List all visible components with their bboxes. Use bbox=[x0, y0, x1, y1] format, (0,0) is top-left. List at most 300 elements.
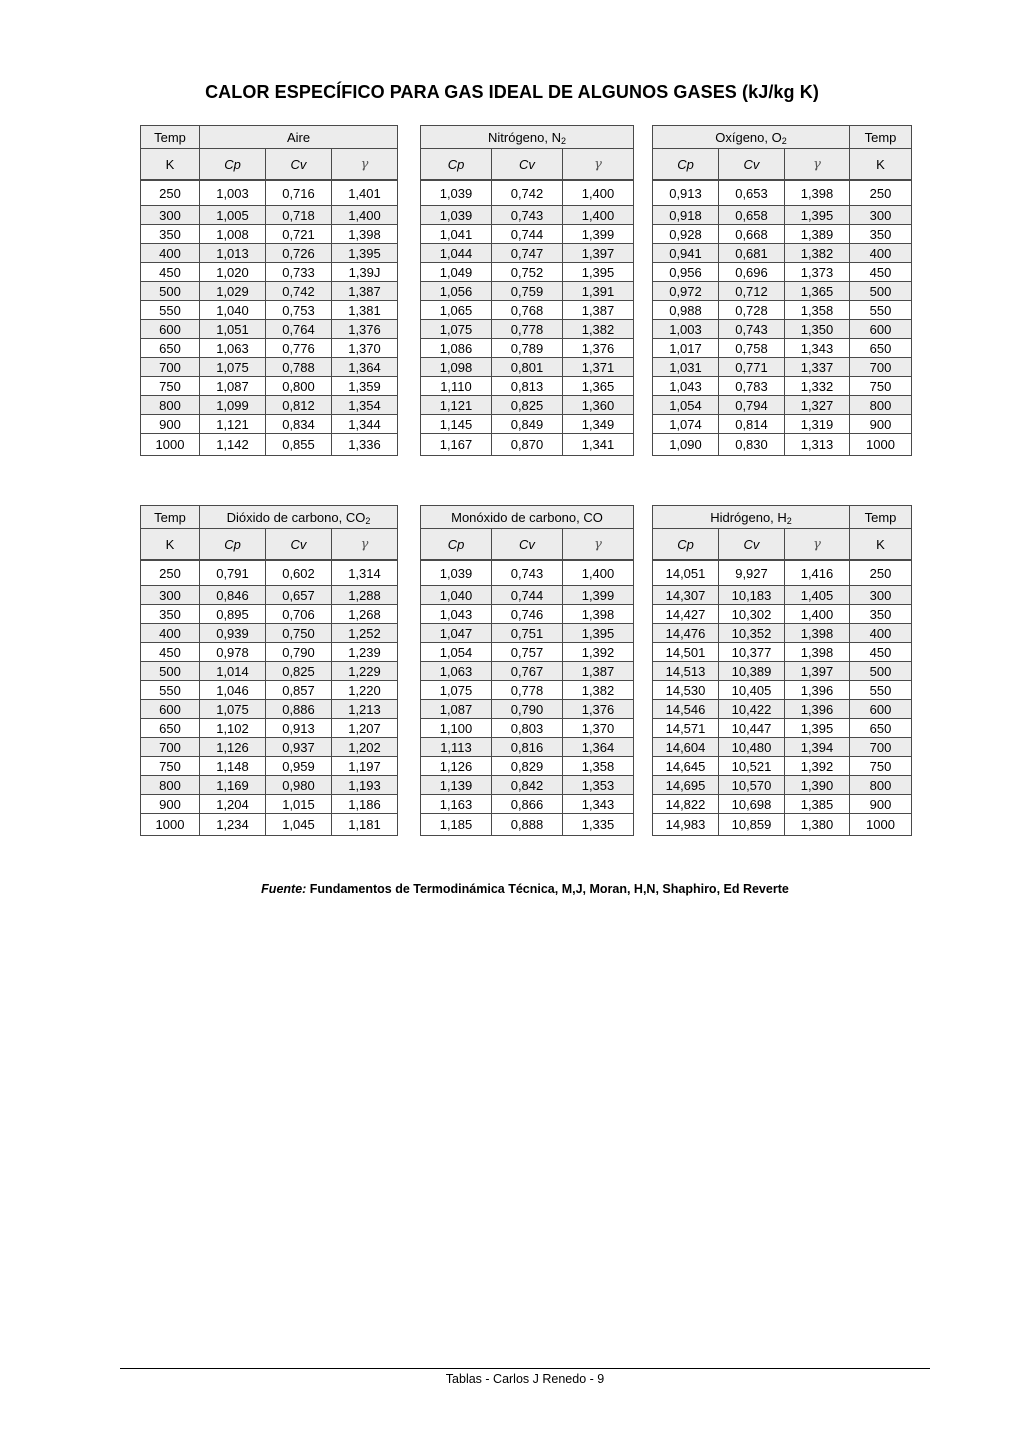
table-row bbox=[421, 282, 634, 301]
temp-cell: 300 bbox=[141, 206, 200, 225]
cv-cell: 0,866 bbox=[492, 795, 563, 814]
cp-cell: 0,978 bbox=[200, 643, 266, 662]
cv-header: Cv bbox=[719, 149, 785, 181]
gamma-cell: 1,395 bbox=[563, 624, 634, 643]
temp-cell: 800 bbox=[850, 776, 912, 795]
temp-cell: 600 bbox=[850, 320, 912, 339]
cv-cell: 0,790 bbox=[266, 643, 332, 662]
gamma-header: γ bbox=[332, 149, 398, 181]
cv-cell: 0,728 bbox=[719, 301, 785, 320]
table-row bbox=[141, 560, 398, 586]
cp-cell: 1,121 bbox=[200, 415, 266, 434]
table-row bbox=[141, 377, 398, 396]
cp-cell: 1,051 bbox=[200, 320, 266, 339]
temp-cell: 350 bbox=[141, 605, 200, 624]
cv-cell: 0,830 bbox=[719, 434, 785, 456]
gas-name bbox=[653, 506, 850, 529]
cv-cell: 0,696 bbox=[719, 263, 785, 282]
table-row bbox=[653, 225, 912, 244]
table-row bbox=[653, 282, 912, 301]
gamma-cell: 1,314 bbox=[332, 560, 398, 586]
gamma-cell: 1,350 bbox=[785, 320, 850, 339]
gas-name-text: Aire bbox=[286, 129, 311, 145]
header-row bbox=[421, 506, 634, 529]
table-row bbox=[141, 795, 398, 814]
cv-cell: 10,698 bbox=[719, 795, 785, 814]
cv-cell: 0,829 bbox=[492, 757, 563, 776]
source-note bbox=[0, 882, 1024, 896]
temp-cell: 250 bbox=[141, 560, 200, 586]
temp-cell: 650 bbox=[141, 339, 200, 358]
gas-table bbox=[140, 125, 398, 456]
table-row bbox=[141, 814, 398, 836]
table-row bbox=[141, 681, 398, 700]
table-row bbox=[141, 662, 398, 681]
cv-cell: 10,352 bbox=[719, 624, 785, 643]
gamma-cell: 1,341 bbox=[563, 434, 634, 456]
cv-cell: 0,716 bbox=[266, 180, 332, 206]
gas-name bbox=[200, 506, 398, 529]
cv-cell: 0,812 bbox=[266, 396, 332, 415]
cv-cell: 0,657 bbox=[266, 586, 332, 605]
table-row bbox=[653, 358, 912, 377]
gamma-cell: 1,382 bbox=[785, 244, 850, 263]
cv-cell: 0,886 bbox=[266, 700, 332, 719]
cv-cell: 0,834 bbox=[266, 415, 332, 434]
table-row bbox=[653, 681, 912, 700]
cv-cell: 0,747 bbox=[492, 244, 563, 263]
gamma-cell: 1,359 bbox=[332, 377, 398, 396]
cv-cell: 0,800 bbox=[266, 377, 332, 396]
temp-cell: 550 bbox=[141, 681, 200, 700]
table-row bbox=[421, 339, 634, 358]
cp-cell: 1,047 bbox=[421, 624, 492, 643]
source-text: Fundamentos de Termodinámica Técnica, M,J, Moran, H,N, Shaphiro, Ed Reverte bbox=[306, 882, 789, 896]
temp-cell: 1000 bbox=[141, 434, 200, 456]
cp-cell: 1,090 bbox=[653, 434, 719, 456]
gamma-cell: 1,344 bbox=[332, 415, 398, 434]
table-row bbox=[421, 776, 634, 795]
table-row bbox=[421, 244, 634, 263]
cv-cell: 0,753 bbox=[266, 301, 332, 320]
cv-cell: 0,743 bbox=[719, 320, 785, 339]
cv-cell: 0,706 bbox=[266, 605, 332, 624]
gas-name-text: Oxígeno, O bbox=[715, 129, 782, 145]
gamma-cell: 1,395 bbox=[563, 263, 634, 282]
cp-cell: 14,530 bbox=[653, 681, 719, 700]
cv-cell: 0,764 bbox=[266, 320, 332, 339]
temp-cell: 800 bbox=[850, 396, 912, 415]
cp-cell: 1,043 bbox=[653, 377, 719, 396]
cv-cell: 0,602 bbox=[266, 560, 332, 586]
cv-cell: 0,743 bbox=[492, 560, 563, 586]
page-title: CALOR ESPECÍFICO PARA GAS IDEAL DE ALGUNOS GASES (kJ/kg K) bbox=[205, 82, 819, 102]
cp-cell: 1,029 bbox=[200, 282, 266, 301]
table-row bbox=[421, 700, 634, 719]
table-row bbox=[141, 757, 398, 776]
cp-cell: 14,307 bbox=[653, 586, 719, 605]
gamma-cell: 1,397 bbox=[785, 662, 850, 681]
table-row bbox=[653, 795, 912, 814]
gamma-cell: 1,397 bbox=[563, 244, 634, 263]
cv-cell: 0,788 bbox=[266, 358, 332, 377]
temp-cell: 1000 bbox=[141, 814, 200, 836]
table-row bbox=[421, 320, 634, 339]
cv-cell: 10,302 bbox=[719, 605, 785, 624]
table-row bbox=[653, 301, 912, 320]
cv-cell: 10,521 bbox=[719, 757, 785, 776]
table-row bbox=[421, 377, 634, 396]
gas-name-text: Nitrógeno, N bbox=[488, 129, 561, 145]
cv-cell: 0,913 bbox=[266, 719, 332, 738]
cv-cell: 0,778 bbox=[492, 681, 563, 700]
cv-cell: 0,771 bbox=[719, 358, 785, 377]
table-row bbox=[141, 624, 398, 643]
cv-cell: 0,959 bbox=[266, 757, 332, 776]
cv-cell: 0,767 bbox=[492, 662, 563, 681]
cp-cell: 14,695 bbox=[653, 776, 719, 795]
cv-cell: 1,045 bbox=[266, 814, 332, 836]
gamma-cell: 1,376 bbox=[332, 320, 398, 339]
cv-header: Cv bbox=[492, 529, 563, 561]
gas-name bbox=[421, 126, 634, 149]
table-row bbox=[653, 662, 912, 681]
gamma-cell: 1,399 bbox=[563, 225, 634, 244]
table-row bbox=[141, 339, 398, 358]
gamma-cell: 1,398 bbox=[563, 605, 634, 624]
gamma-cell: 1,268 bbox=[332, 605, 398, 624]
gamma-cell: 1,354 bbox=[332, 396, 398, 415]
temp-unit: K bbox=[141, 529, 200, 561]
gamma-cell: 1,416 bbox=[785, 560, 850, 586]
temp-cell: 800 bbox=[141, 396, 200, 415]
temp-header: Temp bbox=[850, 506, 912, 529]
cp-cell: 1,204 bbox=[200, 795, 266, 814]
gamma-cell: 1,39J bbox=[332, 263, 398, 282]
cv-cell: 0,783 bbox=[719, 377, 785, 396]
gamma-cell: 1,193 bbox=[332, 776, 398, 795]
cv-cell: 0,750 bbox=[266, 624, 332, 643]
temp-cell: 750 bbox=[141, 757, 200, 776]
cv-header: Cv bbox=[266, 149, 332, 181]
gas-name bbox=[653, 126, 850, 149]
cv-header: Cv bbox=[492, 149, 563, 181]
table-row bbox=[421, 586, 634, 605]
table-row bbox=[421, 605, 634, 624]
table-row bbox=[421, 560, 634, 586]
cp-cell: 1,005 bbox=[200, 206, 266, 225]
temp-cell: 450 bbox=[141, 643, 200, 662]
table-row bbox=[653, 396, 912, 415]
cv-cell: 0,816 bbox=[492, 738, 563, 757]
cp-cell: 1,075 bbox=[421, 681, 492, 700]
cv-cell: 10,183 bbox=[719, 586, 785, 605]
cp-cell: 1,013 bbox=[200, 244, 266, 263]
cv-cell: 0,757 bbox=[492, 643, 563, 662]
cv-cell: 0,857 bbox=[266, 681, 332, 700]
cp-cell: 1,075 bbox=[200, 358, 266, 377]
temp-cell: 250 bbox=[850, 180, 912, 206]
gamma-cell: 1,398 bbox=[785, 624, 850, 643]
table-row bbox=[421, 643, 634, 662]
cp-cell: 1,110 bbox=[421, 377, 492, 396]
table-row bbox=[141, 643, 398, 662]
temp-cell: 750 bbox=[850, 757, 912, 776]
cp-cell: 14,427 bbox=[653, 605, 719, 624]
cv-cell: 0,733 bbox=[266, 263, 332, 282]
cv-cell: 10,377 bbox=[719, 643, 785, 662]
cv-cell: 0,668 bbox=[719, 225, 785, 244]
gamma-cell: 1,373 bbox=[785, 263, 850, 282]
table-row bbox=[421, 757, 634, 776]
cp-cell: 1,056 bbox=[421, 282, 492, 301]
gas-formula-subscript: 2 bbox=[786, 515, 792, 526]
table-row bbox=[141, 358, 398, 377]
cp-cell: 0,895 bbox=[200, 605, 266, 624]
table-row bbox=[653, 180, 912, 206]
gamma-cell: 1,396 bbox=[785, 681, 850, 700]
gamma-cell: 1,398 bbox=[332, 225, 398, 244]
cv-cell: 0,718 bbox=[266, 206, 332, 225]
cv-cell: 9,927 bbox=[719, 560, 785, 586]
gas-table bbox=[652, 125, 912, 456]
cv-cell: 0,776 bbox=[266, 339, 332, 358]
cv-cell: 0,712 bbox=[719, 282, 785, 301]
gamma-cell: 1,376 bbox=[563, 339, 634, 358]
cv-cell: 0,743 bbox=[492, 206, 563, 225]
gamma-cell: 1,364 bbox=[563, 738, 634, 757]
cp-cell: 14,983 bbox=[653, 814, 719, 836]
gamma-cell: 1,213 bbox=[332, 700, 398, 719]
cv-cell: 0,870 bbox=[492, 434, 563, 456]
cp-cell: 1,017 bbox=[653, 339, 719, 358]
gamma-cell: 1,186 bbox=[332, 795, 398, 814]
gamma-cell: 1,395 bbox=[785, 206, 850, 225]
cp-cell: 1,040 bbox=[421, 586, 492, 605]
table-row bbox=[421, 434, 634, 456]
cv-header: Cv bbox=[266, 529, 332, 561]
gamma-cell: 1,400 bbox=[332, 206, 398, 225]
gamma-cell: 1,370 bbox=[563, 719, 634, 738]
cp-header: Cp bbox=[421, 529, 492, 561]
cp-cell: 1,039 bbox=[421, 560, 492, 586]
table-row bbox=[141, 700, 398, 719]
temp-header: Temp bbox=[850, 126, 912, 149]
cp-cell: 1,031 bbox=[653, 358, 719, 377]
cp-cell: 1,126 bbox=[200, 738, 266, 757]
gamma-cell: 1,390 bbox=[785, 776, 850, 795]
gamma-cell: 1,358 bbox=[563, 757, 634, 776]
cv-cell: 0,658 bbox=[719, 206, 785, 225]
cp-cell: 1,087 bbox=[200, 377, 266, 396]
cp-cell: 1,087 bbox=[421, 700, 492, 719]
gamma-cell: 1,401 bbox=[332, 180, 398, 206]
cp-cell: 0,918 bbox=[653, 206, 719, 225]
gamma-cell: 1,197 bbox=[332, 757, 398, 776]
cv-cell: 0,751 bbox=[492, 624, 563, 643]
cp-cell: 1,098 bbox=[421, 358, 492, 377]
gamma-cell: 1,387 bbox=[563, 301, 634, 320]
gamma-cell: 1,380 bbox=[785, 814, 850, 836]
cp-cell: 14,051 bbox=[653, 560, 719, 586]
cv-cell: 0,768 bbox=[492, 301, 563, 320]
table-row bbox=[653, 776, 912, 795]
cv-cell: 0,937 bbox=[266, 738, 332, 757]
table-row bbox=[141, 301, 398, 320]
cp-cell: 14,546 bbox=[653, 700, 719, 719]
cp-cell: 1,039 bbox=[421, 180, 492, 206]
gamma-cell: 1,385 bbox=[785, 795, 850, 814]
table-row bbox=[653, 206, 912, 225]
gamma-header: γ bbox=[785, 529, 850, 561]
gas-name bbox=[421, 506, 634, 529]
cv-cell: 0,789 bbox=[492, 339, 563, 358]
temp-cell: 250 bbox=[141, 180, 200, 206]
header-row bbox=[141, 126, 398, 149]
gamma-cell: 1,376 bbox=[563, 700, 634, 719]
temp-header: Temp bbox=[141, 126, 200, 149]
gamma-cell: 1,371 bbox=[563, 358, 634, 377]
gamma-cell: 1,229 bbox=[332, 662, 398, 681]
gamma-cell: 1,405 bbox=[785, 586, 850, 605]
temp-header: Temp bbox=[141, 506, 200, 529]
cp-cell: 1,044 bbox=[421, 244, 492, 263]
cv-cell: 0,794 bbox=[719, 396, 785, 415]
cv-cell: 10,570 bbox=[719, 776, 785, 795]
cp-cell: 1,163 bbox=[421, 795, 492, 814]
cp-header: Cp bbox=[421, 149, 492, 181]
table-row bbox=[141, 605, 398, 624]
cp-cell: 1,054 bbox=[421, 643, 492, 662]
cp-cell: 1,043 bbox=[421, 605, 492, 624]
gamma-cell: 1,343 bbox=[563, 795, 634, 814]
table-row bbox=[653, 586, 912, 605]
gamma-cell: 1,400 bbox=[563, 206, 634, 225]
temp-cell: 450 bbox=[141, 263, 200, 282]
table-row bbox=[653, 605, 912, 624]
gas-formula-subscript: 2 bbox=[365, 515, 371, 526]
gamma-cell: 1,392 bbox=[563, 643, 634, 662]
cv-cell: 10,447 bbox=[719, 719, 785, 738]
table-row bbox=[653, 415, 912, 434]
units-row bbox=[653, 149, 912, 181]
cv-cell: 0,742 bbox=[266, 282, 332, 301]
gamma-cell: 1,400 bbox=[563, 180, 634, 206]
temp-cell: 400 bbox=[141, 624, 200, 643]
gamma-cell: 1,364 bbox=[332, 358, 398, 377]
gas-formula-subscript: 2 bbox=[560, 135, 566, 146]
cv-cell: 0,653 bbox=[719, 180, 785, 206]
table-row bbox=[653, 434, 912, 456]
table-row bbox=[421, 624, 634, 643]
cp-cell: 1,086 bbox=[421, 339, 492, 358]
gamma-cell: 1,335 bbox=[563, 814, 634, 836]
header-row bbox=[141, 506, 398, 529]
gas-table bbox=[140, 505, 398, 836]
table-row bbox=[653, 643, 912, 662]
gamma-cell: 1,400 bbox=[563, 560, 634, 586]
temp-cell: 550 bbox=[141, 301, 200, 320]
temp-cell: 500 bbox=[141, 282, 200, 301]
temp-cell: 650 bbox=[850, 719, 912, 738]
temp-cell: 900 bbox=[141, 795, 200, 814]
temp-cell: 350 bbox=[850, 225, 912, 244]
gas-formula-subscript: 2 bbox=[781, 135, 787, 146]
cv-cell: 1,015 bbox=[266, 795, 332, 814]
gamma-cell: 1,319 bbox=[785, 415, 850, 434]
cv-cell: 0,825 bbox=[266, 662, 332, 681]
temp-cell: 700 bbox=[141, 358, 200, 377]
cp-cell: 0,972 bbox=[653, 282, 719, 301]
cp-cell: 1,041 bbox=[421, 225, 492, 244]
units-row bbox=[141, 529, 398, 561]
temp-cell: 400 bbox=[850, 624, 912, 643]
units-row bbox=[141, 149, 398, 181]
temp-cell: 500 bbox=[850, 662, 912, 681]
gamma-cell: 1,382 bbox=[563, 681, 634, 700]
cp-cell: 1,113 bbox=[421, 738, 492, 757]
table-row bbox=[421, 180, 634, 206]
gamma-cell: 1,239 bbox=[332, 643, 398, 662]
gas-table bbox=[420, 125, 634, 456]
cv-cell: 10,480 bbox=[719, 738, 785, 757]
gamma-cell: 1,349 bbox=[563, 415, 634, 434]
cp-cell: 1,003 bbox=[653, 320, 719, 339]
gamma-cell: 1,360 bbox=[563, 396, 634, 415]
table-row bbox=[421, 738, 634, 757]
cv-cell: 0,814 bbox=[719, 415, 785, 434]
cp-cell: 14,822 bbox=[653, 795, 719, 814]
table-row bbox=[421, 795, 634, 814]
cp-header: Cp bbox=[653, 529, 719, 561]
gamma-cell: 1,395 bbox=[332, 244, 398, 263]
gamma-header: γ bbox=[563, 149, 634, 181]
cp-cell: 0,928 bbox=[653, 225, 719, 244]
cp-cell: 1,014 bbox=[200, 662, 266, 681]
gamma-cell: 1,365 bbox=[563, 377, 634, 396]
table-row bbox=[141, 586, 398, 605]
units-row bbox=[653, 529, 912, 561]
header-row bbox=[653, 126, 912, 149]
temp-cell: 550 bbox=[850, 301, 912, 320]
gamma-cell: 1,394 bbox=[785, 738, 850, 757]
temp-cell: 300 bbox=[850, 206, 912, 225]
cp-cell: 1,099 bbox=[200, 396, 266, 415]
gas-name bbox=[200, 126, 398, 149]
table-row bbox=[653, 339, 912, 358]
table-row bbox=[141, 282, 398, 301]
cp-cell: 14,571 bbox=[653, 719, 719, 738]
cp-cell: 1,167 bbox=[421, 434, 492, 456]
cp-cell: 0,956 bbox=[653, 263, 719, 282]
gamma-cell: 1,365 bbox=[785, 282, 850, 301]
temp-cell: 1000 bbox=[850, 814, 912, 836]
cv-cell: 0,758 bbox=[719, 339, 785, 358]
temp-cell: 300 bbox=[141, 586, 200, 605]
cp-cell: 0,846 bbox=[200, 586, 266, 605]
cp-cell: 1,148 bbox=[200, 757, 266, 776]
table-row bbox=[653, 263, 912, 282]
table-row bbox=[141, 225, 398, 244]
cp-cell: 1,020 bbox=[200, 263, 266, 282]
cp-cell: 14,476 bbox=[653, 624, 719, 643]
cp-cell: 1,039 bbox=[421, 206, 492, 225]
table-row bbox=[653, 560, 912, 586]
cv-cell: 0,746 bbox=[492, 605, 563, 624]
cv-header: Cv bbox=[719, 529, 785, 561]
temp-cell: 700 bbox=[850, 358, 912, 377]
table-row bbox=[141, 206, 398, 225]
